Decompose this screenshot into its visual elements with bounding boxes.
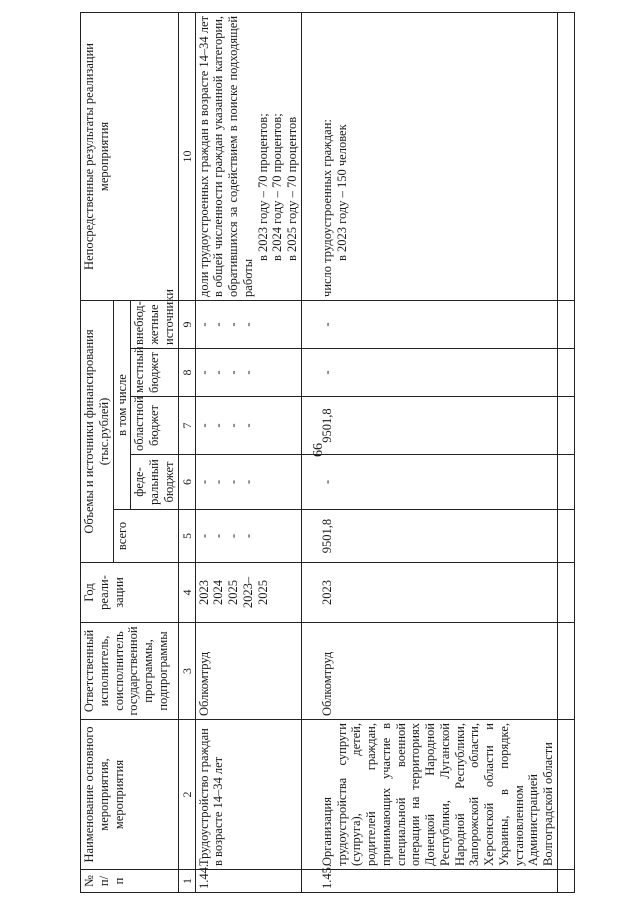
header-year: Год реали- зации (81, 563, 179, 623)
table-row (301, 12, 557, 892)
col-number: 2 (178, 720, 195, 870)
federal-value: - (211, 479, 226, 485)
header-regional: областной бюджет (131, 397, 178, 455)
extra-value: - (211, 322, 226, 327)
year-value: 2023–2025 (240, 576, 270, 609)
federal-value: - (196, 479, 211, 485)
header-including: в том числе (113, 300, 131, 509)
header-executor: Ответственный исполнитель, соисполнитель государственной программы, подпрограммы (81, 623, 179, 720)
federal-value: - (301, 455, 557, 510)
col-number: 5 (178, 510, 195, 563)
year-value: 2024 (211, 580, 226, 605)
col-number: 10 (178, 12, 195, 300)
activity-name: Трудоустройство граждан в возрасте 14–34 лет (195, 720, 301, 870)
extra-value: - (196, 322, 211, 327)
row-number: 1.44. (195, 870, 301, 893)
regional-value: - (240, 423, 255, 428)
rotated-table-container (80, 13, 556, 893)
executor: Облкомтруд (195, 623, 301, 720)
local-value: - (211, 370, 226, 375)
result-line: в 2025 году – 70 процентов (285, 116, 300, 261)
total-value: - (226, 533, 241, 539)
header-financing: Объемы и источники финансирования (тыс.рублей) (81, 300, 114, 562)
header-num: № п/п (81, 870, 179, 893)
executor: Облкомтруд (301, 623, 557, 720)
header-local: местный бюджет (131, 349, 178, 397)
extra-cell (195, 300, 301, 348)
header-extra: внебюд- жетные источники (131, 300, 178, 348)
col-number: 3 (178, 623, 195, 720)
header-total: всего (113, 510, 178, 563)
table-row (195, 12, 301, 892)
regional-value: - (196, 423, 211, 428)
col-number: 1 (178, 870, 195, 893)
result-line: в 2023 году – 70 процентов; (255, 113, 270, 261)
total-cell (195, 510, 301, 563)
col-number: 6 (178, 455, 195, 510)
federal-value: - (240, 479, 255, 485)
regional-cell (195, 397, 301, 455)
year-value: 2023 (301, 563, 557, 623)
column-numbers-row (178, 12, 195, 892)
activity-name: Организация трудоустройства супруги (супруга), детей, родителей граждан, принимающих участие в специальной военной операции на территориях Донецкой Народной Республики, Луганской Народной Республики, Запорожской области, Херсонской области и Украины, в порядке, установленном Администрацией Волгоградской области (301, 720, 557, 870)
local-value: - (301, 349, 557, 397)
regional-value: 9501,8 (301, 397, 557, 455)
extra-value: - (301, 300, 557, 348)
local-cell (195, 349, 301, 397)
federal-value: - (226, 479, 241, 485)
total-value: - (211, 533, 226, 539)
col-number: 8 (178, 349, 195, 397)
extra-value: - (240, 322, 255, 327)
col-number: 4 (178, 563, 195, 623)
page-number: 66 (311, 443, 326, 457)
total-value: - (196, 533, 211, 539)
result-text: число трудоустроенных граждан: (319, 119, 334, 297)
col-number: 7 (178, 397, 195, 455)
year-value: 2025 (226, 580, 241, 605)
regional-value: - (211, 423, 226, 428)
local-value: - (226, 370, 241, 375)
header-federal: феде- ральный бюджет (131, 455, 178, 510)
year-value: 2023 (196, 580, 211, 605)
col-number: 9 (178, 300, 195, 348)
extra-value: - (226, 322, 241, 327)
result-text: доли трудоустроенных граждан в возрасте 14–34 лет в общей численности граждан указанной категории, обратившихся за содействием в поиске подходящей работы (196, 15, 255, 297)
regional-value: - (226, 423, 241, 428)
local-value: - (240, 370, 255, 375)
results-cell (195, 12, 301, 300)
federal-cell (195, 455, 301, 510)
header-name: Наименование основного мероприятия, мероприятия (81, 720, 179, 870)
total-value: - (240, 533, 255, 539)
program-activities-table (80, 12, 575, 893)
result-line: в 2023 году – 150 человек (334, 124, 349, 261)
header-results: Непосредственные результаты реализации мероприятия (81, 12, 179, 300)
results-cell (301, 12, 557, 300)
row-number: 1.45. (301, 870, 557, 893)
table-bottom-spacer (557, 12, 574, 892)
local-value: - (196, 370, 211, 375)
total-value: 9501,8 (301, 510, 557, 563)
result-line: в 2024 году – 70 процентов; (270, 113, 285, 261)
years-cell (195, 563, 301, 623)
